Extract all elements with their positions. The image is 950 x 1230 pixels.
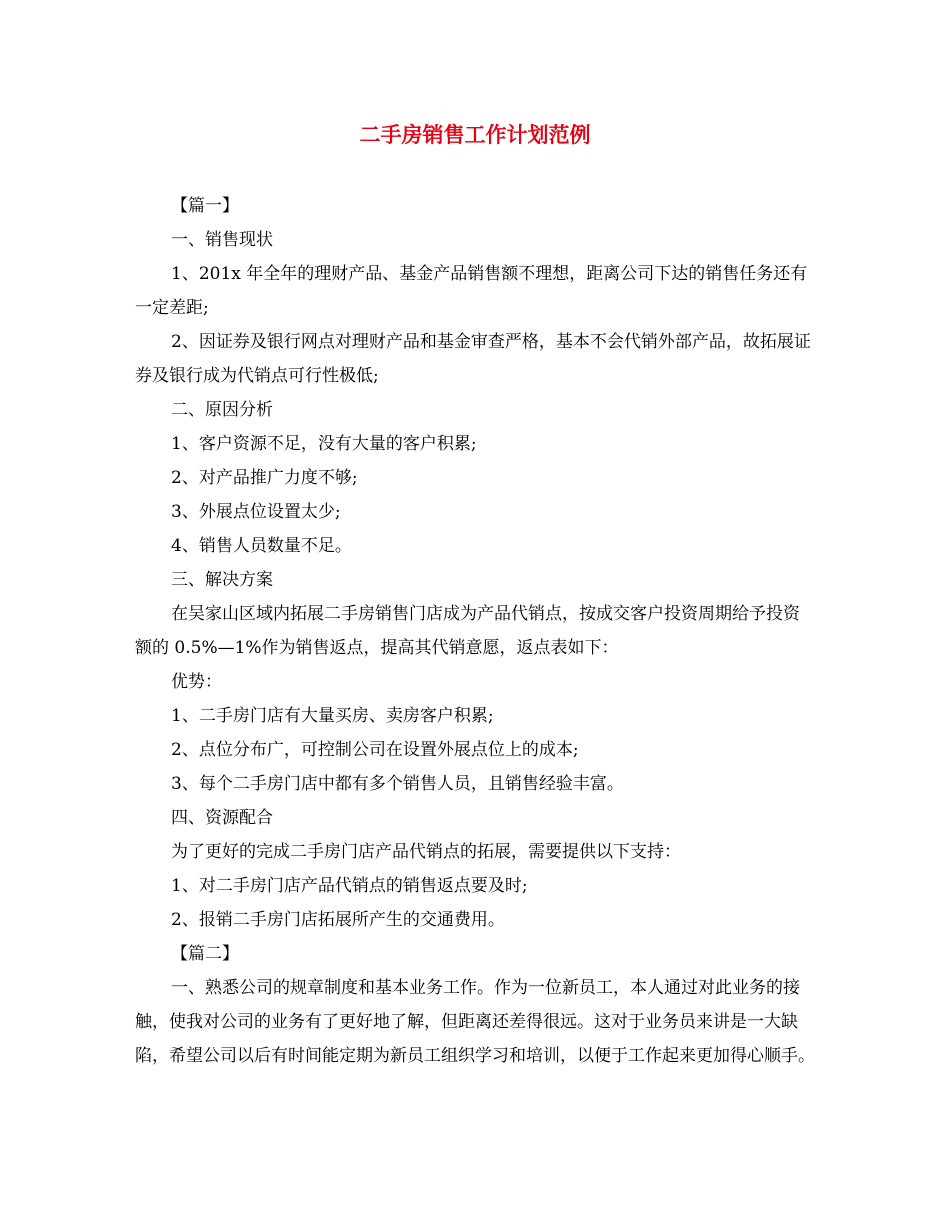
paragraph: 2、因证券及银行网点对理财产品和基金审查严格，基本不会代销外部产品，故拓展证券及银行成为代销点可行性极低; — [135, 332, 811, 386]
paragraph: 为了更好的完成二手房门店产品代销点的拓展，需要提供以下支持： — [171, 842, 681, 862]
paragraph: 【篇一】 — [171, 196, 239, 216]
document-title: 二手房销售工作计划范例 — [359, 123, 591, 147]
paragraph: 三、解决方案 — [171, 570, 273, 590]
paragraph: 一、销售现状 — [171, 230, 273, 250]
paragraph: 在吴家山区域内拓展二手房销售门店成为产品代销点，按成交客户投资周期给予投资额的 0.5%—1%作为销售返点，提高其代销意愿，返点表如下： — [135, 604, 800, 658]
paragraph: 3、每个二手房门店中都有多个销售人员，且销售经验丰富。 — [171, 774, 624, 794]
paragraph: 1、二手房门店有大量买房、卖房客户积累; — [171, 706, 494, 726]
paragraph: 2、点位分布广，可控制公司在设置外展点位上的成本; — [171, 740, 579, 760]
paragraph: 四、资源配合 — [171, 808, 273, 828]
document-body — [135, 189, 815, 1073]
paragraph: 1、对二手房门店产品代销点的销售返点要及时; — [171, 876, 528, 896]
paragraph: 1、客户资源不足，没有大量的客户积累; — [171, 434, 477, 454]
paragraph: 3、外展点位设置太少; — [171, 502, 341, 522]
paragraph: 2、报销二手房门店拓展所产生的交通费用。 — [171, 910, 505, 930]
paragraph: 一、熟悉公司的规章制度和基本业务工作。作为一位新员工，本人通过对此业务的接触，使我对公司的业务有了更好地了解，但距离还差得很远。这对于业务员来讲是一大缺陷，希望公司以后有时间能定期为新员工组织学习和培训，以便于工作起来更加得心顺手。 — [135, 978, 815, 1066]
paragraph: 【篇二】 — [171, 944, 239, 964]
paragraph: 优势： — [171, 672, 222, 692]
paragraph: 2、对产品推广力度不够; — [171, 468, 358, 488]
paragraph: 二、原因分析 — [171, 400, 273, 420]
paragraph: 1、201x 年全年的理财产品、基金产品销售额不理想，距离公司下达的销售任务还有一定差距; — [135, 264, 808, 318]
paragraph: 4、销售人员数量不足。 — [171, 536, 352, 556]
